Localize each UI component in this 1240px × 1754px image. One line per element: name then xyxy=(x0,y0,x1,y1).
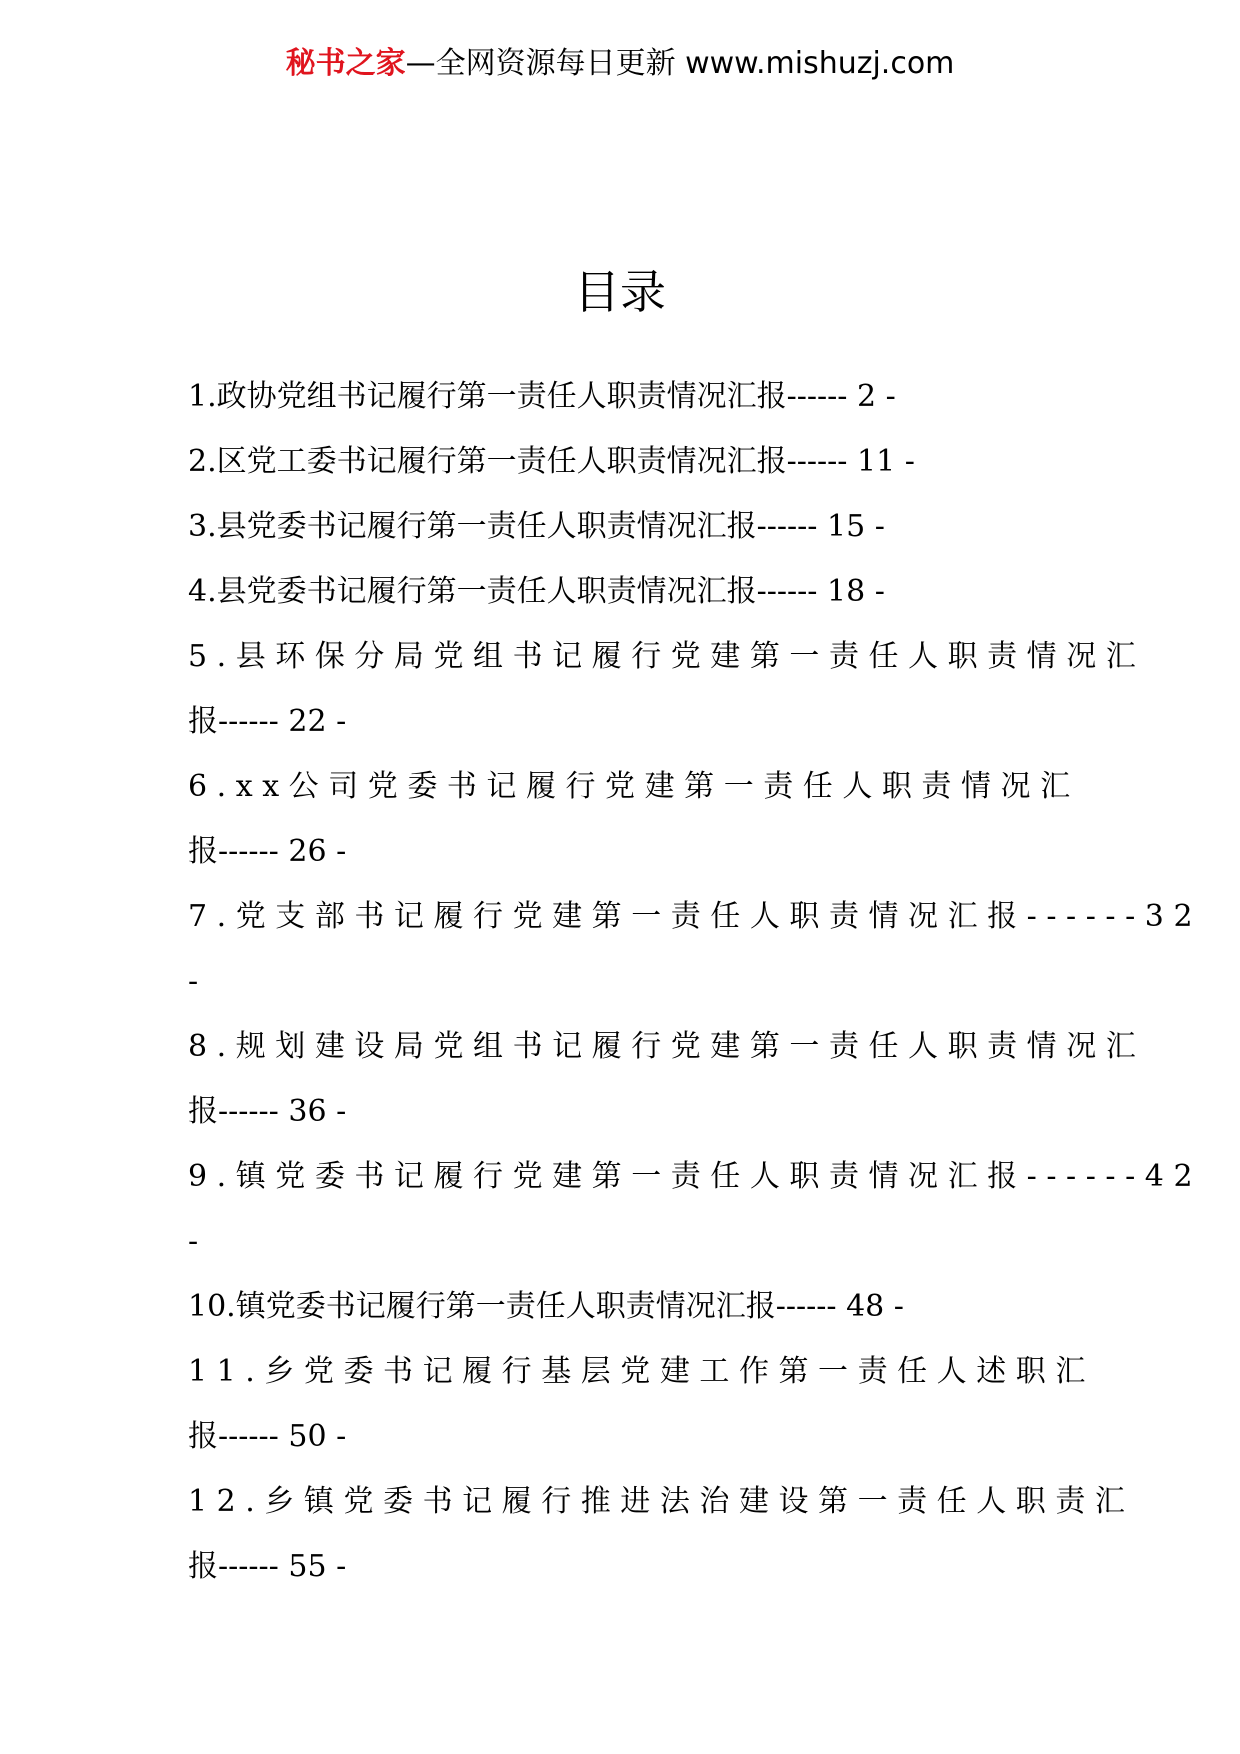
toc-entry-7[interactable]: 7 . 党 支 部 书 记 履 行 党 建 第 一 责 任 人 职 责 情 况 汇 报 - - - - - - 3 2 xyxy=(188,899,1193,934)
toc-entry-12-cont[interactable]: 报------ 55 - xyxy=(188,1549,347,1584)
toc-entry-9[interactable]: 9 . 镇 党 委 书 记 履 行 党 建 第 一 责 任 人 职 责 情 况 汇 报 - - - - - - 4 2 xyxy=(188,1159,1193,1194)
toc-entry-6[interactable]: 6 . x x 公 司 党 委 书 记 履 行 党 建 第 一 责 任 人 职 责 情 况 汇 xyxy=(188,769,1071,804)
toc-entry-4[interactable]: 4.县党委书记履行第一责任人职责情况汇报------ 18 - xyxy=(188,574,885,609)
toc-entry-11-cont[interactable]: 报------ 50 - xyxy=(188,1419,347,1454)
toc-entry-1[interactable]: 1.政协党组书记履行第一责任人职责情况汇报------ 2 - xyxy=(188,379,896,414)
toc-entry-12[interactable]: 1 2 . 乡 镇 党 委 书 记 履 行 推 进 法 治 建 设 第 一 责 任 人 职 责 汇 xyxy=(188,1484,1125,1519)
toc-entry-8-cont[interactable]: 报------ 36 - xyxy=(188,1094,347,1129)
toc-entry-10[interactable]: 10.镇党委书记履行第一责任人职责情况汇报------ 48 - xyxy=(188,1289,904,1324)
table-of-contents xyxy=(188,364,1193,1599)
brand-name: 秘书之家 xyxy=(285,46,406,81)
page-title: 目录 xyxy=(574,265,666,319)
toc-entry-6-cont[interactable]: 报------ 26 - xyxy=(188,834,347,869)
toc-entry-2[interactable]: 2.区党工委书记履行第一责任人职责情况汇报------ 11 - xyxy=(188,444,915,479)
toc-entry-8[interactable]: 8 . 规 划 建 设 局 党 组 书 记 履 行 党 建 第 一 责 任 人 职 责 情 况 汇 xyxy=(188,1029,1136,1064)
site-banner xyxy=(0,44,1240,84)
toc-entry-7-cont[interactable]: - xyxy=(188,964,199,999)
toc-entry-3[interactable]: 3.县党委书记履行第一责任人职责情况汇报------ 15 - xyxy=(188,509,885,544)
toc-entry-5[interactable]: 5 . 县 环 保 分 局 党 组 书 记 履 行 党 建 第 一 责 任 人 职 责 情 况 汇 xyxy=(188,639,1136,674)
toc-entry-11[interactable]: 1 1 . 乡 党 委 书 记 履 行 基 层 党 建 工 作 第 一 责 任 人 述 职 汇 xyxy=(188,1354,1086,1389)
toc-entry-5-cont[interactable]: 报------ 22 - xyxy=(188,704,347,739)
banner-tagline: —全网资源每日更新 www.mishuzj.com xyxy=(405,46,955,81)
toc-entry-9-cont[interactable]: - xyxy=(188,1224,199,1259)
